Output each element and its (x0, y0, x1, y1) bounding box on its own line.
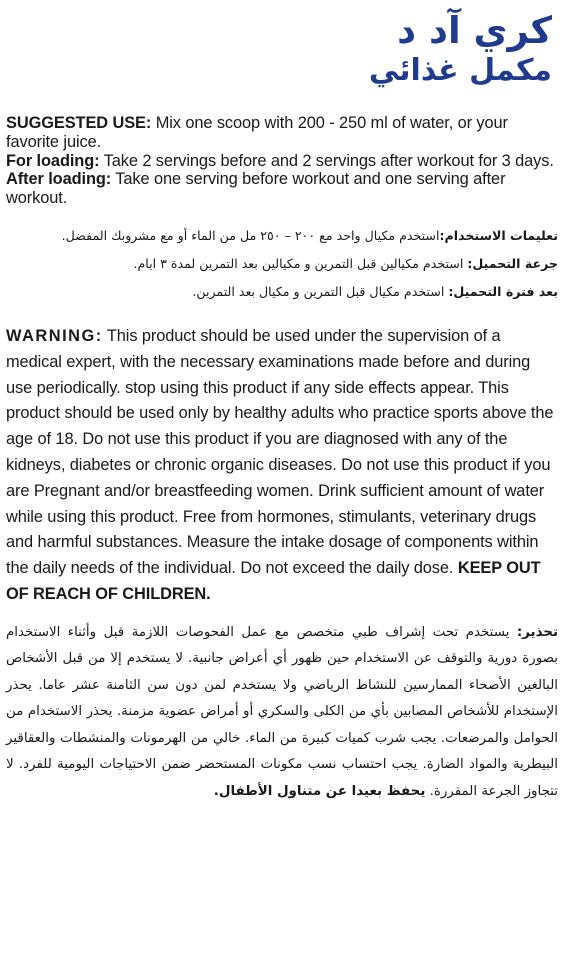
usage-english (6, 114, 558, 208)
warning-english (6, 324, 558, 608)
label-header (6, 0, 558, 88)
suggested-use-text: Mix one scoop with 200 - 250 ml of water, or your favorite juice. (6, 114, 508, 151)
after-loading-text: Take one serving before workout and one serving after workout. (6, 170, 506, 208)
loading-label: For loading: (6, 151, 100, 170)
usage-arabic (6, 222, 558, 306)
loading-paragraph (6, 152, 558, 171)
instructions-ar-paragraph (6, 222, 558, 250)
warning-arabic (6, 620, 558, 806)
after-loading-ar-paragraph (6, 278, 558, 306)
after-loading-paragraph (6, 170, 558, 208)
warning-text: This product should be used under the supervision of a medical expert, with the necessary examinations made before and during use periodically. stop using this product if any side effects appear. This product should be used only by healthy adults who practice sports above the age of 18. Do not use this product if you are diagnosed with any of the kidneys, diabetes or chronic organic diseases. Do not use this product if you are Pregnant and/or breastfeeding women. Drink sufficient amount of water while using this product. Free from hormones, stimulants, veterinary drugs and harmful substances. Measure the intake dosage of components within the daily needs of the individual. Do not exceed the daily dose. (6, 326, 554, 578)
product-subtitle: مكمل غذائي (368, 53, 552, 88)
keep-out-notice: KEEP OUT OF REACH OF CHILDREN. (6, 559, 541, 603)
warning-ar-label: تحذير: (516, 624, 558, 640)
warning-label: WARNING: (6, 326, 103, 345)
after-loading-label: After loading: (6, 170, 112, 189)
instructions-ar-text: استخدم مكيال واحد مع ٢٠٠ – ٢٥٠ مل من الماء أو مع مشروبك المفضل. (61, 227, 440, 243)
suggested-use-paragraph (6, 114, 558, 152)
suggested-use-label: SUGGESTED USE: (6, 114, 152, 132)
keep-out-ar-notice: يحفظ بعيدا عن متناول الأطفال. (213, 783, 426, 799)
loading-ar-paragraph (6, 250, 558, 278)
warning-ar-text: يستخدم تحت إشراف طبي متخصص مع عمل الفحوصات اللازمة قبل وأثناء الاستخدام بصورة دورية والتوقف عن الاستخدام حين ظهور أي أعراض جانبية. لا يستخدم إلا من قبل الأشخاص البالغين الأصحاء الممارسين للنشاط الرياضي ولا يستخدم لمن دون سن الثامنة عشر عاما. يحذر الإستخدام للأشخاص المصابين بأي من الكلى والسكري أو أمراض عضوية مزمنة. يحذر الاستخدام من الحوامل والمرضعات. يجب شرب كميات كبيرة من الماء. خالي من الهرمونات والمنشطات والعقاقير البيطرية والمواد الضارة. يجب احتساب نسب مكونات المستحضر ضمن الاحتياجات اليومية للفرد. لا تتجاوز الجرعة المقررة. (6, 624, 558, 799)
loading-ar-text: استخدم مكيالين قبل التمرين و مكيالين بعد التمرين لمدة ٣ ايام. (133, 255, 468, 271)
after-loading-ar-text: استخدم مكيال قبل التمرين و مكيال بعد التمرين. (192, 283, 449, 299)
product-title: كري آد د (397, 9, 552, 52)
after-loading-ar-label: بعد فترة التحميل: (448, 283, 558, 299)
instructions-ar-label: تعليمات الاستخدام: (439, 227, 558, 243)
loading-ar-label: جرعة التحميل: (467, 255, 558, 271)
loading-text: Take 2 servings before and 2 servings after workout for 3 days. (99, 151, 554, 170)
